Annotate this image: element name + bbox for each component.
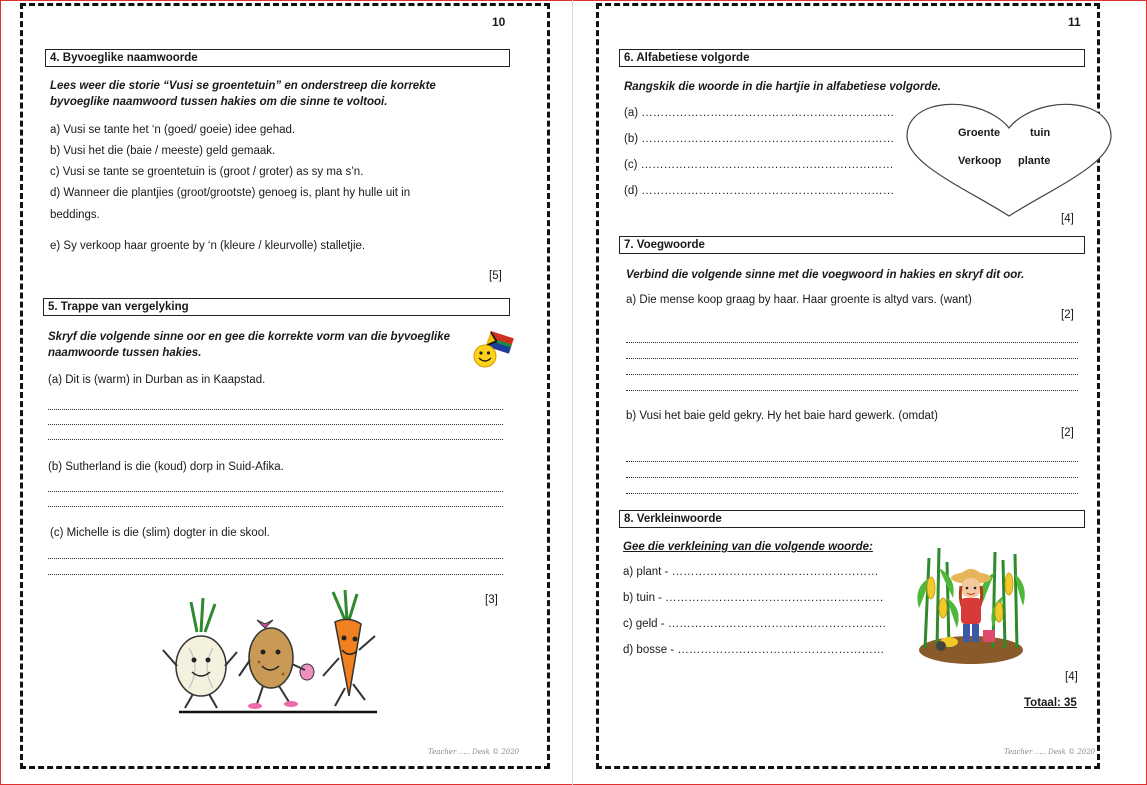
section-8-instruction: Gee die verkleining van die volgende woorde: bbox=[623, 541, 873, 553]
answer-line bbox=[626, 390, 1078, 391]
page-number: 10 bbox=[492, 15, 506, 29]
page-left bbox=[20, 3, 550, 769]
section-6-heading: 6. Alfabetiese volgorde bbox=[619, 49, 1085, 67]
section-5-instruction-line2: naamwoorde tussen hakies. bbox=[48, 347, 202, 359]
section-4-marks: [5] bbox=[489, 270, 502, 282]
alphabetical-item-b: (b) ………………………………………………………… bbox=[624, 133, 895, 145]
heart-shape bbox=[905, 102, 1115, 222]
question-4e: e) Sy verkoop haar groente by ‘n (kleure / kleurvolle) stalletjie. bbox=[50, 240, 366, 252]
question-5a: (a) Dit is (warm) in Durban as in Kaapstad. bbox=[48, 374, 266, 386]
question-4c: c) Vusi se tante se groentetuin is (groot / groter) as sy ma s’n. bbox=[50, 166, 364, 178]
question-5c: (c) Michelle is die (slim) dogter in die skool. bbox=[50, 527, 270, 539]
answer-line bbox=[48, 558, 503, 559]
section-7-instruction: Verbind die volgende sinne met die voegwoord in hakies en skryf dit oor. bbox=[626, 269, 1025, 281]
heart-word-groente: Groente bbox=[958, 127, 1001, 139]
question-4a: a) Vusi se tante het ‘n (goed/ goeie) idee gehad. bbox=[50, 124, 296, 136]
question-7a-marks: [2] bbox=[1061, 309, 1074, 321]
smiley-flag-icon bbox=[471, 328, 517, 370]
answer-line bbox=[626, 493, 1078, 494]
answer-line bbox=[626, 461, 1078, 462]
section-4-instruction-line1: Lees weer die storie “Vusi se groentetuin” en onderstreep die korrekte bbox=[50, 80, 436, 92]
answer-line bbox=[48, 506, 503, 507]
alphabetical-item-a: (a) ………………………………………………………… bbox=[624, 107, 895, 119]
answer-line bbox=[48, 574, 503, 575]
answer-line bbox=[48, 491, 503, 492]
diminutive-item-a: a) plant - ……………………………………………… bbox=[623, 566, 879, 578]
section-8-heading: 8. Verkleinwoorde bbox=[619, 510, 1085, 528]
heart-word-tuin: tuin bbox=[1030, 127, 1051, 139]
signature: Teacher ….. Desk © 2020 bbox=[428, 748, 520, 756]
answer-line bbox=[626, 477, 1078, 478]
section-5-marks: [3] bbox=[485, 594, 498, 606]
answer-line bbox=[626, 358, 1078, 359]
question-4d: d) Wanneer die plantjies (groot/grootste) genoeg is, plant hy hulle uit in bbox=[50, 187, 411, 199]
section-7-heading: 7. Voegwoorde bbox=[619, 236, 1085, 254]
answer-line bbox=[626, 374, 1078, 375]
diminutive-item-c: c) geld - ………………………………………………… bbox=[623, 618, 887, 630]
section-4-heading: 4. Byvoeglike naamwoorde bbox=[45, 49, 510, 67]
question-7a: a) Die mense koop graag by haar. Haar groente is altyd vars. (want) bbox=[626, 294, 972, 306]
dancing-vegetables-illustration bbox=[159, 588, 381, 716]
question-7b-marks: [2] bbox=[1061, 427, 1074, 439]
cornfield-girl-illustration bbox=[917, 538, 1025, 666]
signature: Teacher ….. Desk © 2020 bbox=[1004, 748, 1096, 756]
diminutive-item-d: d) bosse - ……………………………………………… bbox=[623, 644, 885, 656]
heart-word-plante: plante bbox=[1018, 155, 1051, 167]
alphabetical-item-d: (d) ………………………………………………………… bbox=[624, 185, 895, 197]
question-5b: (b) Sutherland is die (koud) dorp in Suid-Afika. bbox=[48, 461, 284, 473]
alphabetical-item-c: (c) ………………………………………………………… bbox=[624, 159, 894, 171]
section-6-marks: [4] bbox=[1061, 213, 1074, 225]
page-number: 11 bbox=[1068, 15, 1081, 29]
section-4-instruction-line2: byvoeglike naamwoord tussen hakies om die sinne te voltooi. bbox=[50, 96, 388, 108]
section-8-marks: [4] bbox=[1065, 671, 1078, 683]
heart-word-verkoop: Verkoop bbox=[958, 155, 1002, 167]
section-6-instruction: Rangskik die woorde in die hartjie in alfabetiese volgorde. bbox=[624, 81, 941, 93]
diminutive-item-b: b) tuin - ………………………………………………… bbox=[623, 592, 884, 604]
question-4d-continued: beddings. bbox=[50, 209, 100, 221]
book-spine bbox=[572, 0, 573, 785]
page-right bbox=[596, 3, 1100, 769]
question-4b: b) Vusi het die (baie / meeste) geld gemaak. bbox=[50, 145, 276, 157]
answer-line bbox=[48, 409, 503, 410]
question-7b: b) Vusi het baie geld gekry. Hy het baie hard gewerk. (omdat) bbox=[626, 410, 938, 422]
section-5-instruction-line1: Skryf die volgende sinne oor en gee die korrekte vorm van die byvoeglike bbox=[48, 331, 451, 343]
answer-line bbox=[48, 439, 503, 440]
total-score: Totaal: 35 bbox=[1024, 697, 1077, 709]
answer-line bbox=[626, 342, 1078, 343]
section-5-heading: 5. Trappe van vergelyking bbox=[43, 298, 510, 316]
answer-line bbox=[48, 424, 503, 425]
